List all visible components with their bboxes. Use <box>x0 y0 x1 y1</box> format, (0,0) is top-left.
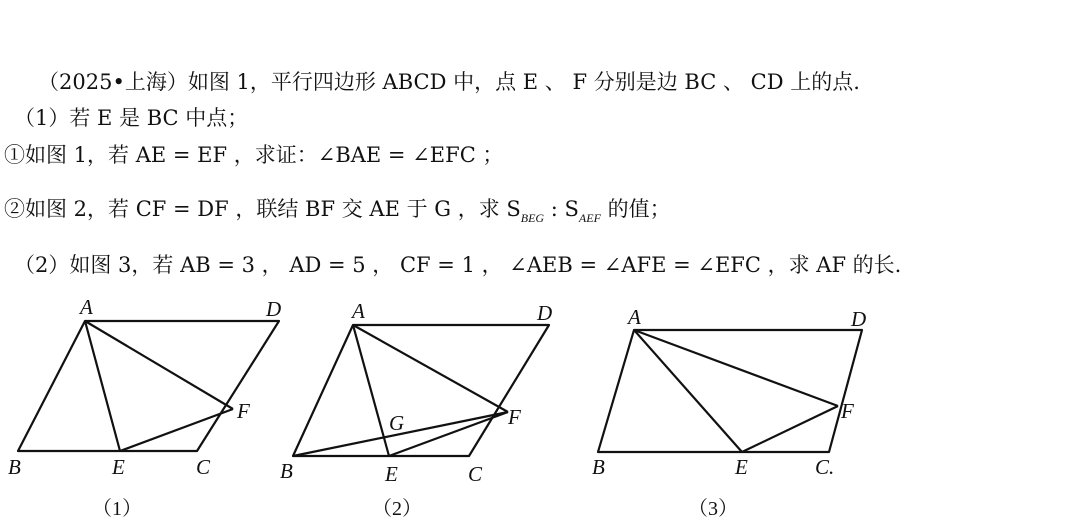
fig3-label-a: A <box>628 305 641 329</box>
fig1-segment-ef <box>120 409 233 451</box>
fig2-label-c: C <box>468 462 483 486</box>
fig2-parallelogram <box>293 325 549 456</box>
part2-text: （2）如图 3，若 AB = 3 ， AD = 5 ， CF = 1 ， ∠AEB = ∠AFE = ∠EFC ，求 AF 的长. <box>14 253 902 277</box>
area-sub-beg: BEG <box>520 211 545 225</box>
fig2-segment-ef <box>389 412 508 456</box>
fig1-segment-af <box>85 321 233 409</box>
fig2-label-d: D <box>537 301 553 325</box>
fig3-segment-ef <box>742 406 838 452</box>
fig3-caption: （3） <box>688 498 738 520</box>
figure-3 <box>598 330 862 452</box>
part1-ii-before: ②如图 2，若 CF = DF ，联结 BF 交 AE 于 G ，求 S <box>4 197 521 221</box>
fig2-label-b: B <box>280 459 293 483</box>
fig3-label-e: E <box>735 455 748 479</box>
fig1-label-b: B <box>8 455 21 479</box>
fig3-label-c: C. <box>815 455 835 479</box>
fig3-label-d: D <box>851 307 867 331</box>
fig3-segment-ae <box>634 330 742 452</box>
fig2-label-g: G <box>389 411 405 435</box>
figure-2-labels <box>280 299 552 486</box>
fig1-segment-ae <box>85 321 120 451</box>
fig3-segment-af <box>634 330 838 406</box>
fig2-label-a: A <box>352 299 365 323</box>
part1-text: （1）若 E 是 BC 中点； <box>14 106 249 130</box>
fig1-parallelogram <box>18 321 279 451</box>
fig1-label-e: E <box>112 455 125 479</box>
fig1-label-a: A <box>80 295 93 319</box>
fig1-label-d: D <box>266 297 282 321</box>
fig3-label-b: B <box>592 455 605 479</box>
part1-i-text: ①如图 1，若 AE = EF ，求证：∠BAE = ∠EFC ； <box>4 143 504 167</box>
area-sub-aef: AEF <box>578 211 601 225</box>
figure-1 <box>18 321 279 451</box>
fig3-label-f: F <box>841 399 854 423</box>
fig1-label-c: C <box>196 455 211 479</box>
fig2-label-e: E <box>385 462 398 486</box>
part1-ii-after: 的值； <box>600 197 671 221</box>
fig2-label-f: F <box>508 405 521 429</box>
fig2-segment-af <box>353 325 508 412</box>
fig1-caption: （1） <box>92 498 142 520</box>
intro-text: （2025•上海）如图 1，平行四边形 ABCD 中，点 E 、 F 分别是边 BC 、 CD 上的点. <box>38 70 860 94</box>
fig1-label-f: F <box>237 399 250 423</box>
fig3-parallelogram <box>598 330 862 452</box>
figure-2 <box>293 325 549 456</box>
fig2-caption: （2） <box>372 498 422 520</box>
part1-ii-colon: : S <box>544 197 579 221</box>
